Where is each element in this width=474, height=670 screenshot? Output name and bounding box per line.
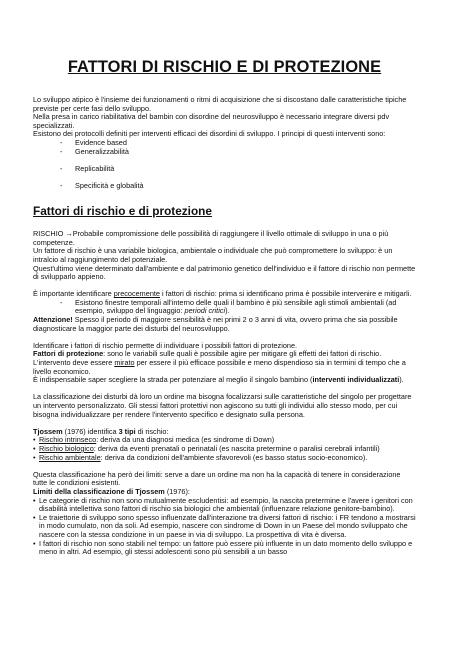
finestre-item: - Esistono finestre temporali all'interno delle quali il bambino è più sensibile agli stimoli ambientali (ad esempio, sviluppo del linguaggio: periodi critici). [33,299,416,316]
variabile-paragraph: Un fattore di rischio è una variabile biologica, ambientale o individuale che può compromettere lo sviluppo: è un intralcio al raggiungimento del potenziale. [33,246,393,264]
interazione-paragraph: Quest'ultimo viene determinato dall'ambiente e dal patrimonio genetico dell'individuo e il fattore di rischio non permette di svilupparlo appieno. [33,263,416,282]
section-heading: Fattori di rischio e di protezione [33,204,212,219]
list-item: - Generalizzabilità [60,148,416,157]
rischio-definition: RISCHIO →Probabile compromissione delle possibilità di raggiungere il livello ottimale di sviluppo in una o più competenze. [33,229,389,247]
list-item: - Specificità e globalità [60,182,416,191]
identificare-paragraph: Identificare i fattori di rischio permette di individuare i possibili fattori di protezione. [33,340,298,350]
list-item: • I fattori di rischio non sono stabili nel tempo: un fattore può essere più influente in un dato momento dello sviluppo e meno in altri. Ad esempio, gli stessi adolescenti sono più sensibili a un basso [33,540,416,557]
principles-list [33,139,416,191]
attenzione-paragraph: Attenzione! Spesso il periodo di maggiore sensibilità è nei primi 2 o 3 anni di vita, ovvero prima che sia possibile diagnosticare la maggior parte dei disturbi del neurosviluppo. [33,315,398,333]
mirato-paragraph: L'intervento deve essere mirato per essere il più efficace possibile e meno dispendioso sia in termini di tempo che a livello economico. [33,358,406,376]
strada-paragraph: È indispensabile saper scegliere la strada per potenziare al meglio il singolo bambino (interventi individualizzati). [33,375,404,385]
page-title: FATTORI DI RISCHIO E DI PROTEZIONE [67,58,382,76]
intro-paragraph-2: Nella presa in carico riabilitativa del bambin con disordine del neurosviluppo è necessario integrare diversi pdv specializzati. [33,112,390,130]
precoce-paragraph: È importante identificare precocemente i fattori di rischio: prima si identificano prima è possibile intervenire e mitigarli. [33,289,412,299]
list-item: - Replicabilità [60,165,416,174]
list-item: • Rischio ambientale: deriva da condizioni dell'ambiente sfavorevoli (es basso status socio-economico). [33,454,416,463]
list-item: • Rischio intrinseco: deriva da una diagnosi medica (es sindrome di Down) [33,436,416,445]
limiti-heading: Limiti della classificazione di Tjossem (1976): [33,486,190,496]
list-item: - Evidence based [60,139,416,148]
limiti-intro: Questa classificazione ha però dei limiti: serve a dare un ordine ma non ha la capacità di tenere in considerazione tutte le condizioni esistenti. [33,469,401,488]
arrow-icon: → [65,229,73,239]
intro-paragraph-1: Lo sviluppo atipico è l'insieme dei funzionamenti o ritmi di acquisizione che si discostano dalle caratteristiche tipiche previste per certe fasi dello sviluppo. [33,95,407,113]
list-item: • Le traiettorie di sviluppo sono spesso influenzate dall'interazione tra diversi fattori di rischio: i FR tendono a mostrarsi in modo cumulato, non da soli. Ad esempio, nascere con sindrome di Down in un Paese del mondo sviluppato che nascere con la stessa condizione in un paese in via di sviluppo. La prospettiva di vita è diversa. [33,514,416,540]
list-item: • Le categorie di rischio non sono mutualmente escludentisi: ad esempio, la nascita pretermine e l'avere i genitori con disabilità intellettiva sono fattori di rischio sia biologici che ambientali (influenzare relazione genitore-bambino). [33,497,416,514]
protezione-paragraph: Fattori di protezione: sono le variabili sulle quali è possibile agire per mitigare gli effetti dei fattori di rischio. [33,349,382,359]
intro-paragraph-3: Esistono dei protocolli definiti per interventi efficaci dei disordini di sviluppo. I principi di questi interventi sono: [33,129,386,139]
tjossem-paragraph: Tjossem (1976) identifica 3 tipi di rischio: [33,426,169,436]
classificazione-paragraph: La classificazione dei disturbi dà loro un ordine ma bisogna focalizzarsi sulle caratteristiche del singolo per progettare un intervento personalizzato. Gli stessi fattori protettivi non agiscono su tutti gli individui allo stesso modo, per cui bisogna individualizzare per rendere l'intervento specifico e designato sulla persona. [33,392,412,419]
list-item: • Rischio biologico: deriva da eventi prenatali o perinatali (es nascita pretermine o paralisi cerebrali infantili) [33,445,416,454]
